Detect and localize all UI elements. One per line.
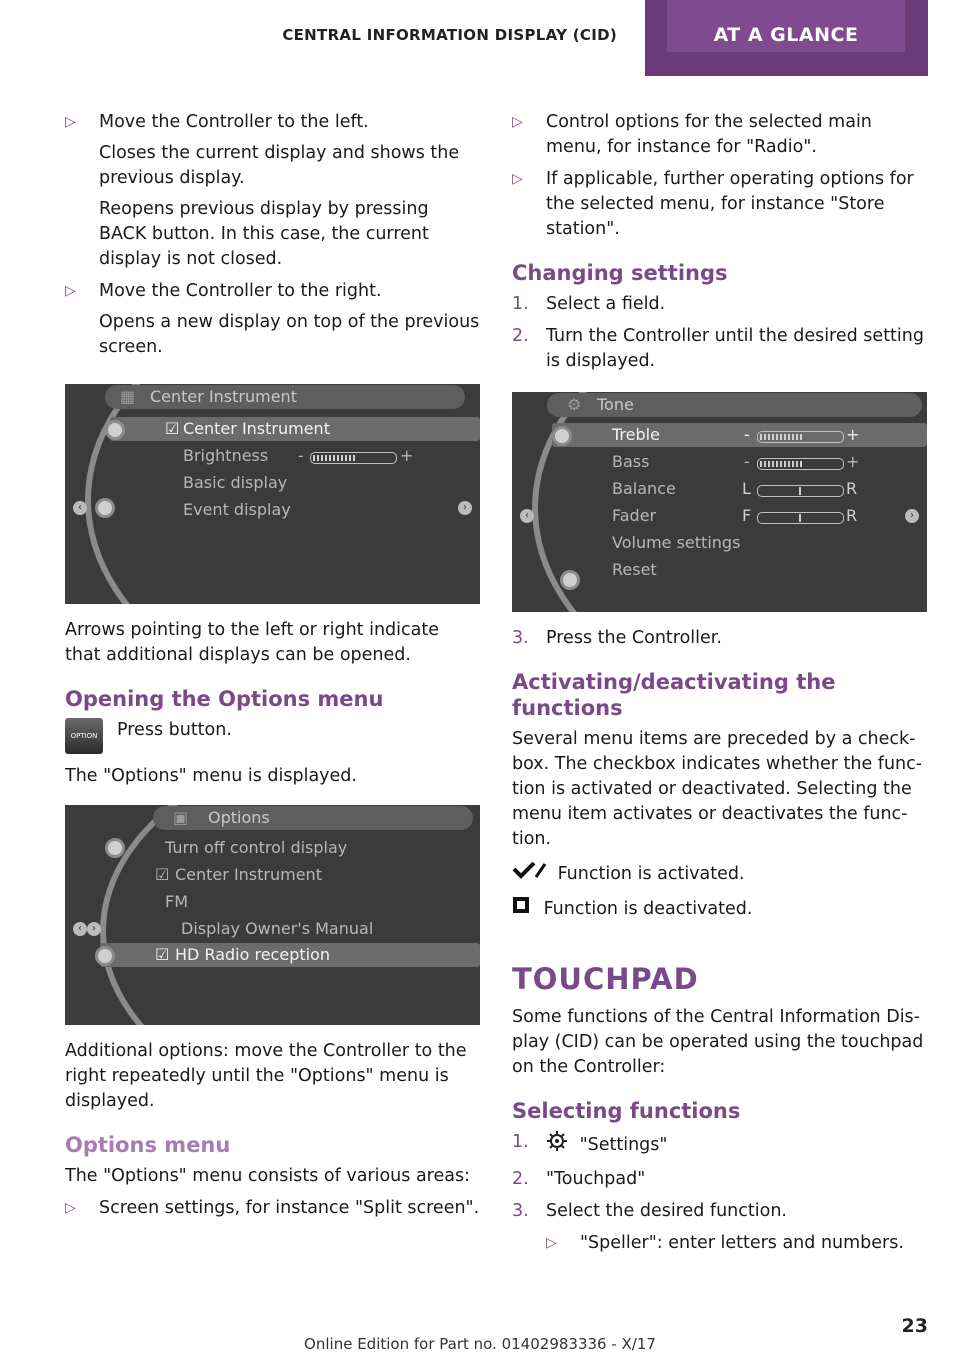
- checkmark-icon: [512, 860, 548, 888]
- bullet-screen-settings: [65, 1196, 480, 1221]
- minus-label: -: [744, 452, 750, 471]
- step-text: "Settings": [579, 1135, 668, 1155]
- step-text: "Touchpad": [546, 1169, 646, 1189]
- heading-activating: Activating/deactivating the functions: [512, 670, 836, 720]
- bullet-text: If applicable, further operating options for the selected menu, for instance "Store station".: [546, 169, 914, 239]
- checkbox-icon: ☑: [165, 419, 180, 438]
- menu-item: Bass: [612, 452, 650, 471]
- controller-knob: [95, 498, 115, 518]
- screenshot-center-instrument: [65, 384, 480, 604]
- gear-icon: ⚙: [567, 395, 582, 414]
- bullet-text: Screen settings, for instance "Split screen".: [99, 1198, 480, 1218]
- menu-item: Turn off control display: [165, 838, 348, 857]
- bullet-triangle-icon: ▷: [512, 114, 523, 130]
- fader-slider: [757, 512, 844, 524]
- menu-item: Display Owner's Manual: [181, 919, 374, 938]
- menu-item: Reset: [612, 560, 657, 579]
- menu-item: Brightness: [183, 446, 269, 465]
- menu-title: Options: [208, 808, 270, 827]
- touchpad-text: Some functions of the Central Information Dis-play (CID) can be operated using the touchpad on the Controller:: [512, 1007, 924, 1077]
- menu-item: HD Radio reception: [175, 945, 330, 964]
- heading-touchpad: TOUCHPAD: [512, 962, 699, 996]
- step-number: 3.: [512, 628, 529, 648]
- menu-item: Fader: [612, 506, 657, 525]
- checkbox-icon: ☑: [155, 945, 170, 964]
- select-step-1: [512, 1130, 927, 1160]
- bullet-text: "Speller": enter letters and numbers.: [580, 1233, 904, 1253]
- right-arrow-icon: ›: [458, 501, 472, 515]
- deactivated-text: Function is deactivated.: [543, 899, 753, 919]
- heading-opening-options: Opening the Options menu: [65, 687, 384, 711]
- bullet-title: Move the Controller to the left.: [99, 112, 369, 132]
- options-menu-icon: ▣: [173, 808, 189, 827]
- step-2: [512, 324, 927, 374]
- options-displayed-text: The "Options" menu is displayed.: [65, 766, 357, 786]
- step-text: Select a field.: [546, 294, 666, 314]
- bullet-text: Control options for the selected main menu, for instance for "Radio".: [546, 112, 872, 157]
- menu-item: Event display: [183, 500, 291, 519]
- bullet-further-options: [512, 167, 927, 242]
- controller-knob: [95, 946, 115, 966]
- step-number: 2.: [512, 326, 529, 346]
- left-arrow-icon: ‹: [73, 501, 87, 515]
- bullet-triangle-icon: ▷: [512, 171, 523, 187]
- right-column: [512, 110, 927, 1256]
- section-title: CENTRAL INFORMATION DISPLAY (CID): [282, 26, 617, 44]
- treble-slider: [757, 431, 844, 443]
- bullet-text: Reopens previous display by pressing BACK button. In this case, the current display is not closed.: [99, 199, 429, 269]
- controller-knob: [552, 426, 572, 446]
- menu-icon: ▦: [120, 387, 136, 406]
- chapter-tab-label: AT A GLANCE: [713, 24, 859, 46]
- footer-edition: Online Edition for Part no. 01402983336 - X/17: [304, 1335, 656, 1353]
- plus-label: +: [846, 425, 860, 444]
- select-step-2: [512, 1167, 927, 1192]
- bass-slider: [757, 458, 844, 470]
- step-number: 2.: [512, 1169, 529, 1189]
- right-arrow-icon: ›: [87, 922, 101, 936]
- menu-item: Balance: [612, 479, 676, 498]
- bullet-text: Opens a new display on top of the previous screen.: [99, 312, 480, 357]
- arrows-text: Arrows pointing to the left or right indicate that additional displays can be opened.: [65, 620, 439, 665]
- step-text: Turn the Controller until the desired setting is displayed.: [546, 326, 924, 371]
- brightness-slider: [310, 452, 397, 464]
- activating-text: Several menu items are preceded by a check-box. The checkbox indicates whether the func-tion is activated or deactivated. Selecting the menu item activates or deactivates the func-tion.: [512, 729, 923, 849]
- menu-item: Basic display: [183, 473, 288, 492]
- right-arrow-icon: ›: [905, 509, 919, 523]
- select-step-3: [512, 1199, 927, 1224]
- controller-knob: [105, 838, 125, 858]
- option-button-icon: OPTION: [65, 718, 103, 754]
- selection-bar: [552, 423, 927, 447]
- heading-options-menu: Options menu: [65, 1133, 231, 1157]
- activated-row: [512, 860, 927, 888]
- step-text: Press the Controller.: [546, 628, 722, 648]
- bullet-move-right: [65, 279, 480, 360]
- balance-left-label: L: [742, 479, 751, 498]
- step-number: 1.: [512, 294, 529, 314]
- settings-gear-icon: [546, 1130, 568, 1160]
- activated-text: Function is activated.: [557, 864, 745, 884]
- minus-label: -: [744, 425, 750, 444]
- bullet-triangle-icon: ▷: [65, 283, 76, 299]
- heading-selecting: Selecting functions: [512, 1099, 741, 1123]
- bullet-triangle-icon: ▷: [546, 1235, 557, 1251]
- left-arrow-icon: ‹: [73, 922, 87, 936]
- menu-item: Volume settings: [612, 533, 741, 552]
- menu-item: Center Instrument: [183, 419, 330, 438]
- deactivated-row: [512, 895, 927, 923]
- page-number: 23: [901, 1315, 928, 1337]
- bullet-title: Move the Controller to the right.: [99, 281, 382, 301]
- menu-item: Center Instrument: [175, 865, 322, 884]
- menu-item: FM: [165, 892, 189, 911]
- step-1: [512, 292, 927, 317]
- step-number: 1.: [512, 1132, 529, 1152]
- controller-knob: [105, 420, 125, 440]
- menu-titlebar: [153, 806, 473, 830]
- bullet-text: Closes the current display and shows the previous display.: [99, 143, 460, 188]
- menu-title: Center Instrument: [150, 387, 297, 406]
- fader-front-label: F: [742, 506, 752, 525]
- option-button-row: [65, 718, 480, 758]
- bullet-triangle-icon: ▷: [65, 1200, 76, 1216]
- bullet-control-options: [512, 110, 927, 160]
- screenshot-options: [65, 805, 480, 1025]
- minus-label: -: [298, 446, 304, 465]
- balance-right-label: R: [846, 479, 858, 498]
- step-number: 3.: [512, 1201, 529, 1221]
- chapter-tab: [645, 0, 928, 76]
- menu-item: Treble: [612, 425, 660, 444]
- fader-rear-label: R: [846, 506, 858, 525]
- bullet-triangle-icon: ▷: [65, 114, 76, 130]
- heading-changing-settings: Changing settings: [512, 261, 728, 285]
- menu-title: Tone: [597, 395, 634, 414]
- balance-slider: [757, 485, 844, 497]
- controller-knob: [560, 570, 580, 590]
- left-column: [65, 110, 480, 1221]
- left-arrow-icon: ‹: [520, 509, 534, 523]
- plus-label: +: [846, 452, 860, 471]
- step-3: [512, 626, 927, 651]
- screenshot-tone: [512, 392, 927, 612]
- checkbox-icon: ☑: [155, 865, 170, 884]
- press-button-text: Press button.: [117, 720, 232, 740]
- bullet-move-left: [65, 110, 480, 272]
- checkbox-empty-icon: [512, 895, 532, 923]
- step-text: Select the desired function.: [546, 1201, 787, 1221]
- additional-options-text: Additional options: move the Controller to the right repeatedly until the "Options" menu is displayed.: [65, 1041, 467, 1111]
- options-consists-text: The "Options" menu consists of various areas:: [65, 1166, 470, 1186]
- plus-label: +: [400, 446, 414, 465]
- bullet-speller: [546, 1231, 927, 1256]
